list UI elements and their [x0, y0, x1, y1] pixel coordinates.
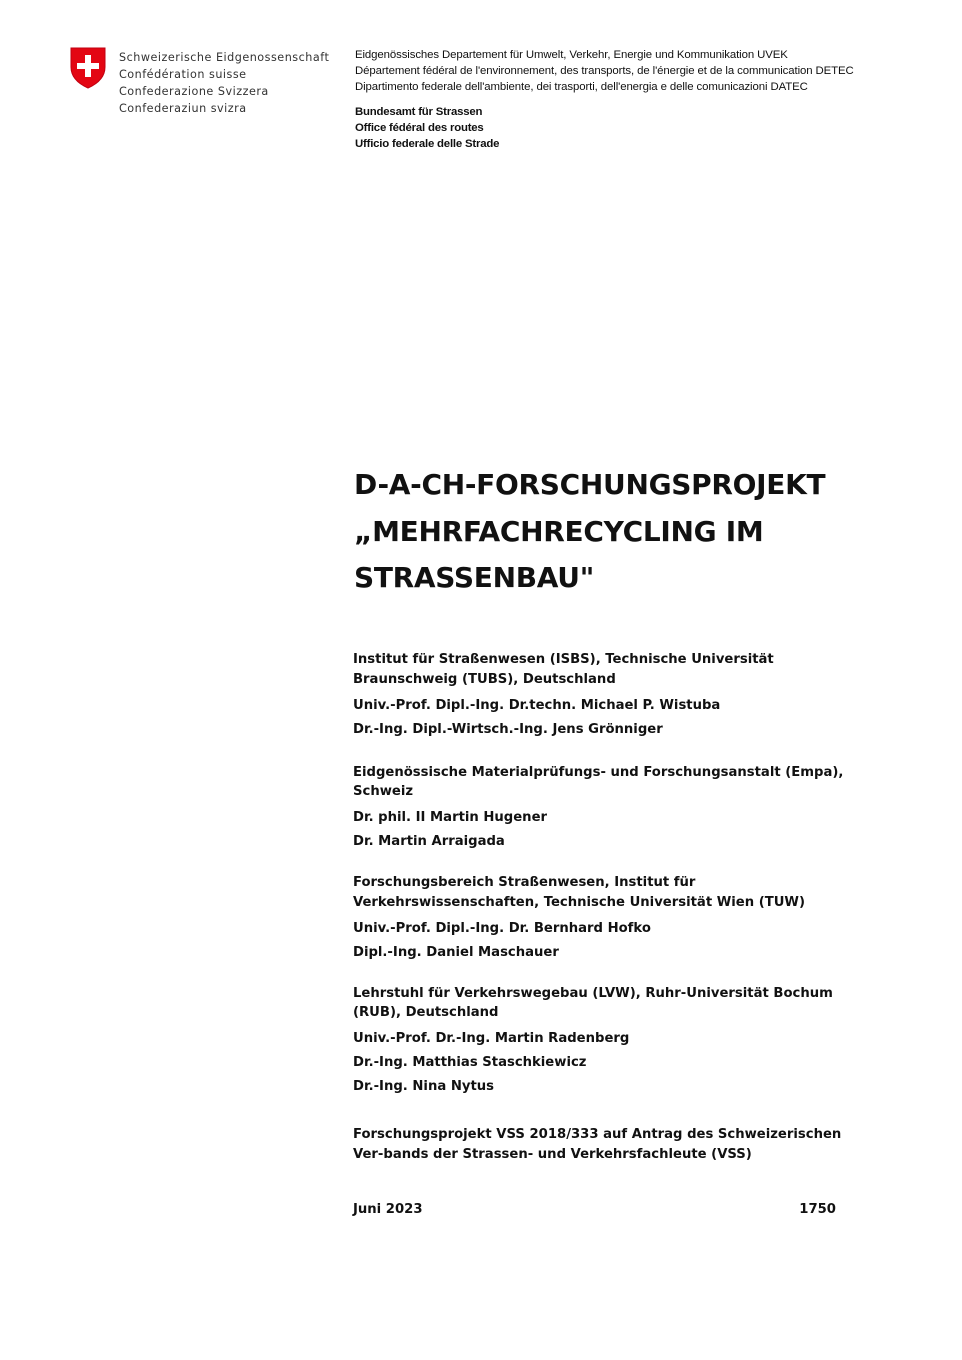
publication-date: Juni 2023 — [353, 1202, 423, 1217]
author-group-empa — [353, 763, 873, 855]
office-line-it: Ufficio federale delle Strade — [355, 138, 500, 150]
institution-name: Eidgenössische Materialprüfungs- und Forschungsanstalt (Empa), Schweiz — [353, 764, 844, 799]
department-line-it: Dipartimento federale dell'ambiente, dei trasporti, dell'energia e delle comunicazioni DATEC — [355, 81, 808, 93]
author-group-tubs — [353, 650, 873, 742]
project-note: Forschungsprojekt VSS 2018/333 auf Antrag des Schweizerischen Ver-bands der Strassen- und Verkehrsfachleute (VSS) — [353, 1127, 842, 1162]
author-name: Dr.-Ing. Dipl.-Wirtsch.-Ing. Jens Grönniger — [353, 721, 663, 737]
title-line-3: STRASSENBAU" — [354, 561, 595, 594]
report-number: 1750 — [799, 1202, 836, 1217]
author-group-tuw — [353, 873, 873, 965]
confed-line-it: Confederazione Svizzera — [119, 85, 269, 98]
department-names — [355, 47, 854, 95]
author-name: Univ.-Prof. Dipl.-Ing. Dr. Bernhard Hofko — [353, 920, 651, 936]
report-title — [354, 462, 894, 602]
swiss-coat-of-arms-icon — [70, 47, 106, 89]
author-name: Dipl.-Ing. Daniel Maschauer — [353, 944, 559, 960]
department-line-fr: Département fédéral de l'environnement, des transports, de l'énergie et de la communication DETEC — [355, 65, 854, 77]
confederation-names — [119, 49, 329, 117]
author-name: Univ.-Prof. Dr.-Ing. Martin Radenberg — [353, 1031, 630, 1046]
office-line-fr: Office fédéral des routes — [355, 122, 484, 134]
confed-line-fr: Confédération suisse — [119, 68, 247, 81]
confed-line-rm: Confederaziun svizra — [119, 102, 247, 115]
author-group-rub — [353, 984, 873, 1100]
author-name: Dr.-Ing. Nina Nytus — [353, 1079, 494, 1094]
author-list — [353, 650, 873, 1164]
title-line-1: D-A-CH-FORSCHUNGSPROJEKT — [354, 468, 826, 501]
office-line-de: Bundesamt für Strassen — [355, 106, 483, 118]
institution-name: Lehrstuhl für Verkehrswegebau (LVW), Ruhr-Universität Bochum (RUB), Deutschland — [353, 985, 833, 1020]
footer — [353, 1202, 836, 1217]
author-name: Dr. phil. II Martin Hugener — [353, 810, 548, 825]
author-name: Dr.-Ing. Matthias Staschkiewicz — [353, 1055, 587, 1070]
author-name: Dr. Martin Arraigada — [353, 834, 505, 849]
department-line-de: Eidgenössisches Departement für Umwelt, Verkehr, Energie und Kommunikation UVEK — [355, 49, 788, 61]
institution-name: Institut für Straßenwesen (ISBS), Technische Universität Braunschweig (TUBS), Deutschland — [353, 652, 774, 687]
author-name: Univ.-Prof. Dipl.-Ing. Dr.techn. Michael P. Wistuba — [353, 697, 721, 713]
confed-line-de: Schweizerische Eidgenossenschaft — [119, 51, 330, 64]
title-line-2: „MEHRFACHRECYCLING IM — [354, 514, 764, 548]
office-names — [355, 104, 499, 152]
institution-name: Forschungsbereich Straßenwesen, Institut für Verkehrswissenschaften, Technische Universität Wien (TUW) — [353, 875, 806, 910]
